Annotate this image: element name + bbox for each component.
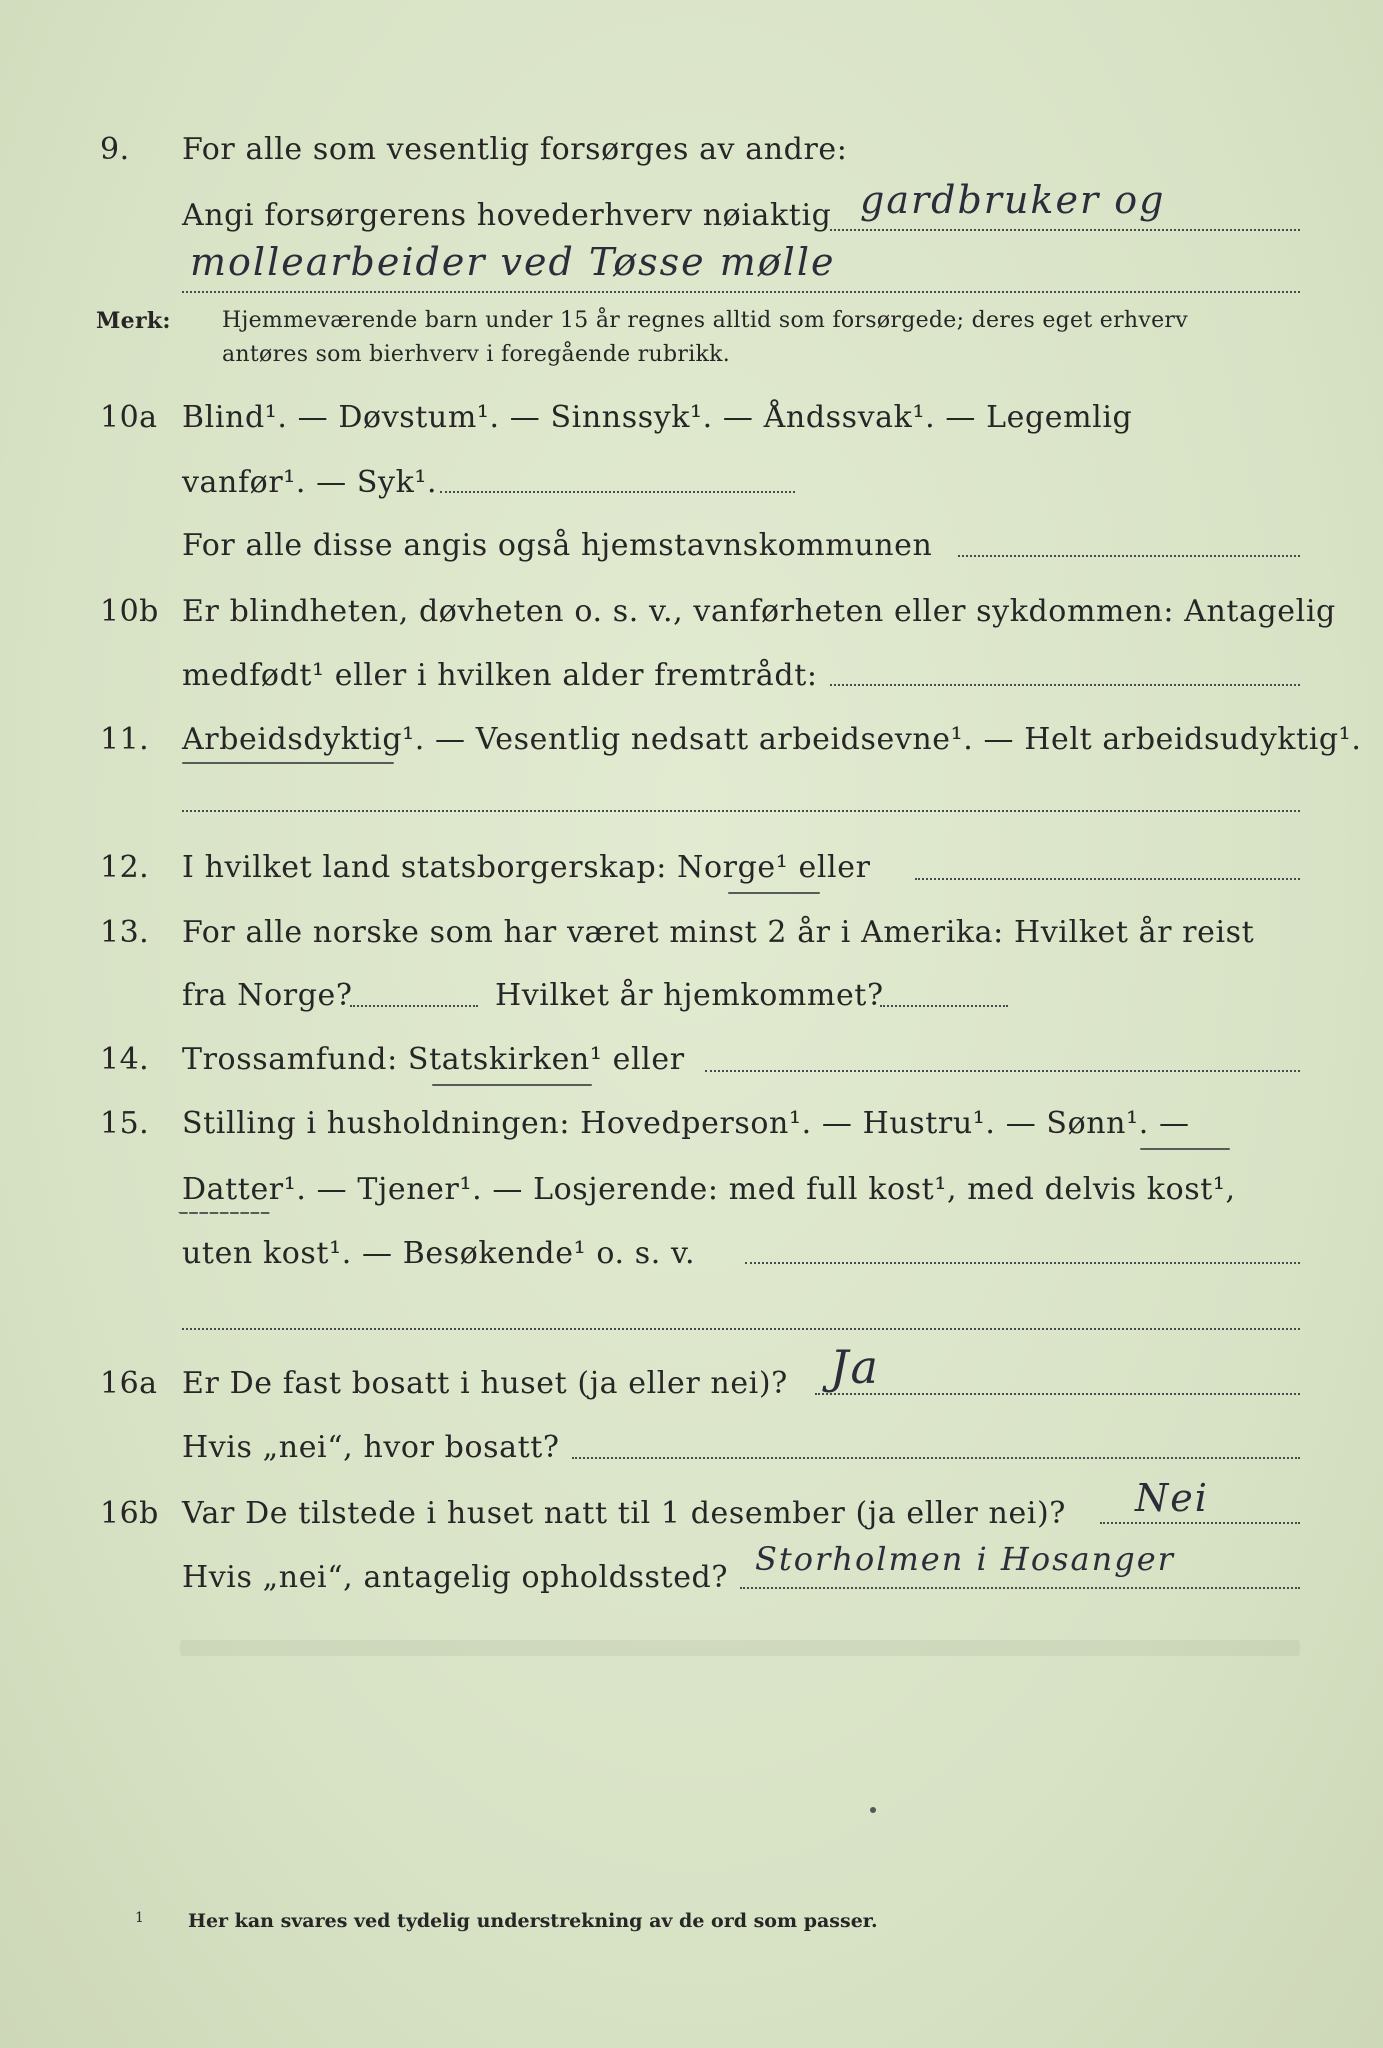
item-number-10b: 10b [100, 594, 159, 629]
q13-hjemkommet-answer-line [880, 1005, 1008, 1007]
q15-answer-line [745, 1262, 1300, 1264]
bleed-through-text [180, 1640, 1300, 1656]
q16a-answer-line [815, 1393, 1300, 1395]
q13-line1: For alle norske som har været minst 2 år i Amerika: Hvilket år reist [182, 915, 1255, 950]
q9-handwritten-answer2: mollearbeider ved Tøsse mølle [190, 240, 836, 284]
q15-answer-line2 [182, 1328, 1300, 1330]
q14-underline-statskirken [432, 1084, 592, 1086]
q15-line3: uten kost¹. — Besøkende¹ o. s. v. [182, 1236, 696, 1271]
item-number-11: 11. [100, 722, 150, 757]
q10a-line2: vanfør¹. — Syk¹. [182, 465, 438, 500]
q13-reist-answer-line [350, 1005, 478, 1007]
q13-line2a: fra Norge? [182, 978, 353, 1013]
q15-underline-datter [178, 1212, 270, 1214]
item-number-16b: 16b [100, 1496, 159, 1531]
q15-line1: Stilling i husholdningen: Hovedperson¹. — Hustru¹. — Sønn¹. — [182, 1106, 1190, 1141]
merk-line1: Hjemmeværende barn under 15 år regnes alltid som forsørgede; deres eget erhverv [222, 308, 1188, 333]
q15-line2: Datter¹. — Tjener¹. — Losjerende: med full kost¹, med delvis kost¹, [182, 1172, 1236, 1207]
q15-strike-sonn [1140, 1148, 1230, 1150]
q9-answer-line2 [182, 291, 1300, 293]
q14-line1: Trossamfund: Statskirken¹ eller [182, 1042, 685, 1077]
q10a-line1: Blind¹. — Døvstum¹. — Sinnssyk¹. — Åndssvak¹. — Legemlig [182, 400, 1133, 435]
q16b-answer-line2 [740, 1587, 1300, 1589]
item-number-15: 15. [100, 1106, 150, 1141]
q16b-line2: Hvis „nei“, antagelig opholdssted? [182, 1560, 729, 1595]
q12-line1: I hvilket land statsborgerskap: Norge¹ eller [182, 850, 871, 885]
q16a-line1: Er De fast bosatt i huset (ja eller nei)? [182, 1366, 788, 1401]
q16b-handwritten-answer2: Storholmen i Hosanger [755, 1540, 1175, 1578]
q14-answer-line [705, 1070, 1300, 1072]
merk-line2: antøres som bierhverv i foregående rubrikk. [222, 342, 731, 367]
q16b-answer-line1 [1100, 1522, 1300, 1524]
item-number-16a: 16a [100, 1366, 158, 1401]
q16a-bosatt-answer-line [572, 1457, 1300, 1459]
item-number-13: 13. [100, 915, 150, 950]
q10b-line1: Er blindheten, døvheten o. s. v., vanførheten eller sykdommen: Antagelig [182, 594, 1336, 629]
q10a-line3: For alle disse angis også hjemstavnskommunen [182, 528, 933, 563]
q10a-syk-answer-line [440, 491, 795, 493]
q16a-line2: Hvis „nei“, hvor bosatt? [182, 1430, 560, 1465]
q13-line2b: Hvilket år hjemkommet? [495, 978, 884, 1013]
q11-underline-arbeidsdyktig [182, 762, 394, 764]
q9-line2: Angi forsørgerens hovederhverv nøiaktig [182, 198, 832, 233]
q9-handwritten-answer1: gardbruker og [860, 178, 1166, 222]
item-number-9: 9. [100, 132, 130, 167]
q16b-line1: Var De tilstede i huset natt til 1 desember (ja eller nei)? [182, 1496, 1066, 1531]
q9-answer-line1 [830, 229, 1300, 231]
q9-line1: For alle som vesentlig forsørges av andre: [182, 132, 848, 167]
q10b-line2: medfødt¹ eller i hvilken alder fremtrådt: [182, 658, 818, 693]
q11-line1: Arbeidsdyktig¹. — Vesentlig nedsatt arbeidsevne¹. — Helt arbeidsudyktig¹. [182, 722, 1362, 757]
q12-answer-line [915, 878, 1300, 880]
footnote-mark: 1 [135, 1910, 144, 1926]
q16a-handwritten-answer: Ja [830, 1340, 880, 1394]
footnote-text: Her kan svares ved tydelig understrekning av de ord som passer. [188, 1910, 878, 1932]
q10a-kommune-answer-line [958, 555, 1300, 557]
q12-underline-norge [728, 892, 820, 894]
q11-answer-line [182, 810, 1300, 812]
item-number-14: 14. [100, 1042, 150, 1077]
item-number-12: 12. [100, 850, 150, 885]
merk-label: Merk: [96, 308, 171, 334]
q16b-handwritten-answer1: Nei [1135, 1476, 1209, 1520]
q10b-answer-line [830, 684, 1300, 686]
item-number-10a: 10a [100, 400, 158, 435]
paper-speck [870, 1807, 876, 1813]
